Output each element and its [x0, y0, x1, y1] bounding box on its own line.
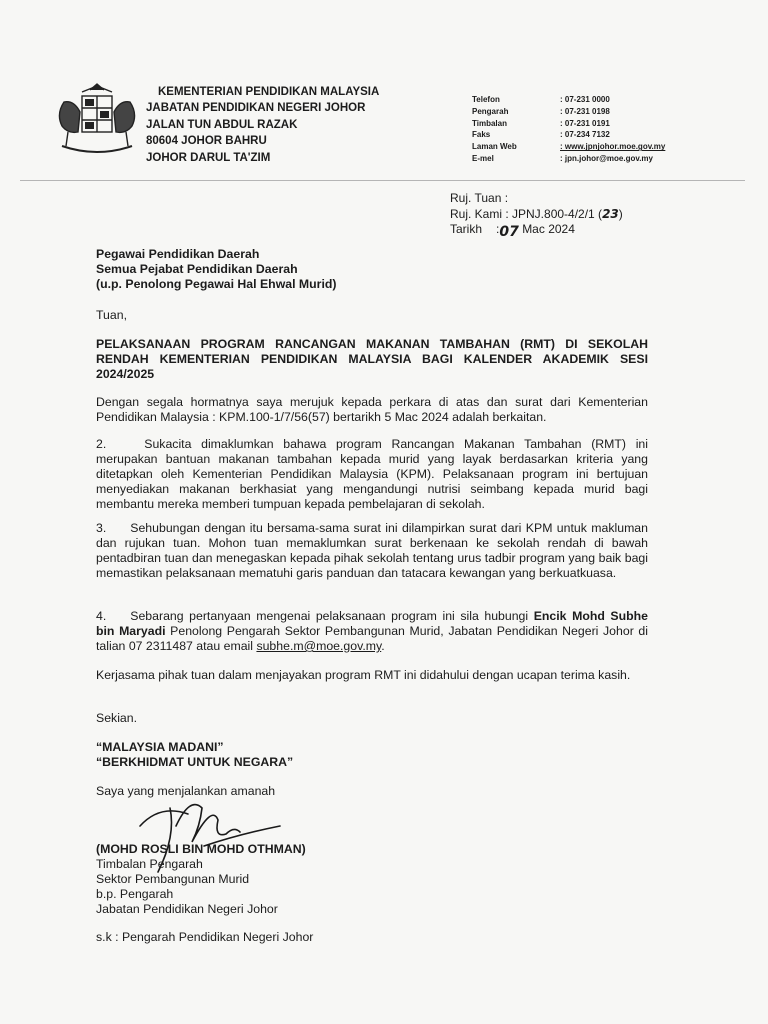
signatory-line: Sektor Pembangunan Murid: [96, 872, 250, 886]
contact-email-link[interactable]: subhe.m@moe.gov.my: [256, 639, 382, 653]
contact-block: [472, 94, 665, 165]
signatory-block: [96, 842, 306, 917]
recipient-line: Semua Pejabat Pendidikan Daerah: [96, 262, 298, 276]
paragraph-2: 2. Sukacita dimaklumkan bahawa program Rancangan Makanan Tambahan (RMT) ini merupakan bantuan makanan tambahan kepada murid yang layak berdasarkan kriteria yang ditetapkan oleh Kementerian Pendidikan Malaysia (KPM). Pelaksanaan program ini bertujuan menyediakan makanan berkhasiat yang mengandungi nutrisi seimbang kepada murid bagi membantu mereka memberi tumpuan kepada pembelajaran di sekolah.: [96, 437, 648, 511]
paragraph-number: 3.: [96, 521, 107, 535]
contact-label: Faks: [472, 130, 491, 140]
contact-label: Laman Web: [472, 142, 517, 152]
contact-label: E-mel: [472, 153, 494, 163]
jata-negara-crest-icon: [52, 82, 142, 164]
contact-value: : 07-234 7132: [560, 130, 610, 140]
contact-person: Encik Mohd Subhe bin Maryadi: [96, 609, 648, 638]
recipient-line: Pegawai Pendidikan Daerah: [96, 247, 260, 261]
contact-value: : 07-231 0191: [560, 118, 610, 128]
contact-label: Pengarah: [472, 106, 509, 116]
website-link[interactable]: : www.jpnjohor.moe.gov.my: [560, 142, 666, 152]
signatory-line: Jabatan Pendidikan Negeri Johor: [96, 902, 278, 916]
paragraph-number: 4.: [96, 609, 107, 623]
signatory-line: Timbalan Pengarah: [96, 857, 203, 871]
recipient-block: [96, 247, 337, 292]
organisation-block: [146, 84, 379, 166]
paragraph-3: 3. Sehubungan dengan itu bersama-sama surat ini dilampirkan surat dari KPM untuk makluman dan rujukan tuan. Mohon tuan memaklumkan surat berkenaan ke sekolah rendah di bawah pentadbiran tuan dan menegaskan kepada pihak sekolah tentang urus tadbir program yang baik bagi memastikan pelaksanaan mematuhi garis panduan dan tatacara kewangan yang berkuatkuasa.: [96, 521, 648, 580]
salutation: Tuan,: [96, 308, 127, 322]
header-divider: [20, 180, 745, 181]
handwritten-number: 23: [602, 206, 619, 221]
paragraph-closing: Kerjasama pihak tuan dalam menjayakan program RMT ini didahului dengan ucapan terima kasih.: [96, 668, 631, 682]
ruj-kami: Ruj. Kami : JPNJ.800-4/2/1 (23): [450, 206, 623, 221]
contact-value: : 07-231 0000: [560, 95, 610, 104]
slogan-1: “MALAYSIA MADANI”: [96, 740, 224, 754]
tarikh: Tarikh :07 Mac 2024: [450, 222, 575, 240]
signatory-line: b.p. Pengarah: [96, 887, 174, 901]
saya-amanah: Saya yang menjalankan amanah: [96, 784, 276, 798]
org-line: JOHOR DARUL TA'ZIM: [146, 151, 271, 164]
org-line: KEMENTERIAN PENDIDIKAN MALAYSIA: [158, 86, 380, 98]
org-line: JALAN TUN ABDUL RAZAK: [146, 118, 298, 131]
org-line: 80604 JOHOR BAHRU: [146, 135, 267, 148]
reference-block: [450, 191, 623, 238]
handwritten-day: 07: [499, 224, 519, 240]
contact-value: : 07-231 0198: [560, 106, 610, 116]
org-line: JABATAN PENDIDIKAN NEGERI JOHOR: [146, 102, 366, 115]
paragraph-number: 2.: [96, 437, 107, 451]
contact-label: Telefon: [472, 95, 500, 104]
sekian: Sekian.: [96, 711, 138, 725]
ruj-tuan: Ruj. Tuan :: [450, 191, 509, 205]
recipient-line: (u.p. Penolong Pegawai Hal Ehwal Murid): [96, 277, 337, 291]
paragraph-4: 4. Sebarang pertanyaan mengenai pelaksanaan program ini sila hubungi Encik Mohd Subhe bin Maryadi Penolong Pengarah Sektor Pembangunan Murid, Jabatan Pendidikan Negeri Johor di talian 07 2311487 atau email subhe.m@moe.gov.my.: [96, 609, 648, 653]
contact-label: Timbalan: [472, 118, 507, 128]
signatory-name: (MOHD ROSLI BIN MOHD OTHMAN): [96, 842, 306, 856]
email-value: : jpn.johor@moe.gov.my: [560, 153, 653, 163]
subject-heading: PELAKSANAAN PROGRAM RANCANGAN MAKANAN TAMBAHAN (RMT) DI SEKOLAH RENDAH KEMENTERIAN PENDIDIKAN MALAYSIA BAGI KALENDER AKADEMIK SESI 2024/2025: [96, 337, 648, 381]
salinan-kepada: s.k : Pengarah Pendidikan Negeri Johor: [96, 930, 314, 944]
slogan-2: “BERKHIDMAT UNTUK NEGARA”: [96, 755, 294, 769]
paragraph-intro: Dengan segala hormatnya saya merujuk kepada perkara di atas dan surat dari Kementerian Pendidikan Malaysia : KPM.100-1/7/56(57) bertarikh 5 Mac 2024 adalah berkaitan.: [96, 395, 648, 424]
